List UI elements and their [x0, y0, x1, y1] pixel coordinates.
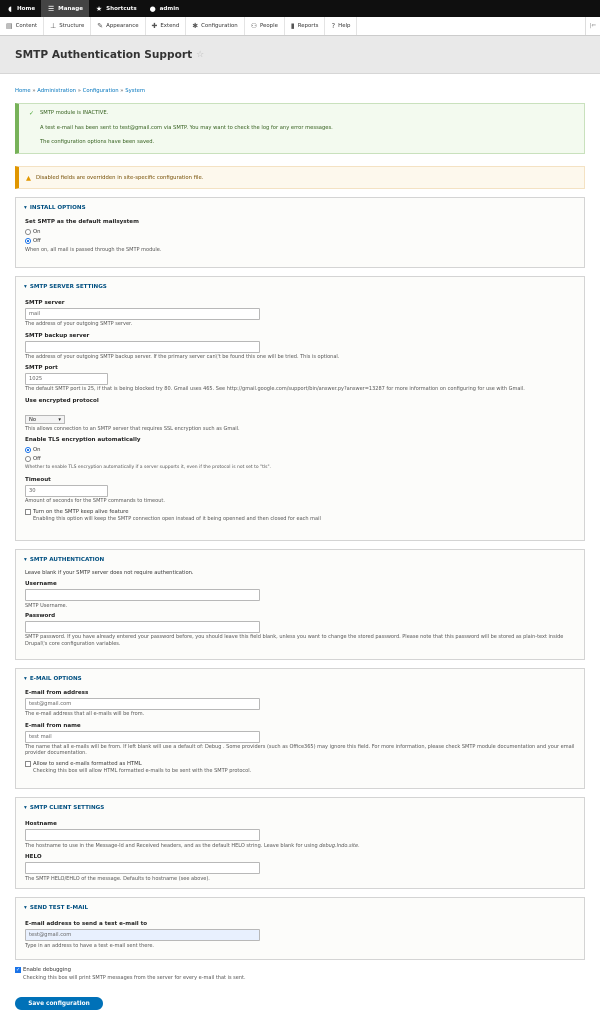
checkbox-box[interactable] — [25, 761, 31, 767]
paint-brush-icon: ✎ — [97, 22, 104, 30]
toolbar-shortcuts-label: Shortcuts — [106, 5, 137, 12]
password-desc: SMTP password. If you have already entered your password before, you should leave this field blank, unless you want to change the stored password. Please note that this password will be stored as plain-text inside Drupal\'s core configuration variables. — [25, 634, 564, 647]
puzzle-piece-icon: ✚ — [151, 22, 158, 30]
keepalive-desc: Enabling this option will keep the SMTP connection open instead of it being openned and then closed for each mail — [33, 515, 321, 522]
hostname-label: Hostname — [25, 821, 57, 827]
debug-desc: Checking this box will print SMTP messages from the server for every e-mail that is sent. — [23, 975, 246, 981]
breadcrumb-separator: » — [32, 88, 36, 94]
test-email-label: E-mail address to send a test e-mail to — [25, 921, 148, 927]
toolbar-user-label: admin — [159, 5, 180, 12]
test-email-desc: Type in an address to have a test e-mail sent there. — [25, 943, 154, 949]
smtp-port-label: SMTP port — [25, 365, 58, 372]
username-desc: SMTP Username. — [25, 602, 68, 609]
client-settings-legend[interactable]: ▾ SMTP CLIENT SETTINGS — [24, 805, 105, 811]
breadcrumb-link[interactable]: Home — [15, 88, 31, 94]
legend-label: SMTP SERVER SETTINGS — [29, 284, 107, 290]
checkbox-label: Allow to send e-mails formatted as HTML — [33, 760, 142, 767]
drupal-drop-icon: ◖ — [8, 4, 12, 13]
tray-item-label: People — [259, 23, 278, 29]
radio-label: On — [33, 228, 41, 235]
hostname-desc-end: . — [358, 843, 360, 849]
status-message: A test e-mail has been sent to test@gmail.com via SMTP. You may want to check the log for any error messages. — [40, 125, 333, 131]
allow-html-checkbox[interactable] — [25, 761, 575, 767]
legend-label: SEND TEST E-MAIL — [29, 905, 89, 911]
from-address-label: E-mail from address — [25, 690, 89, 696]
breadcrumb-separator: » — [120, 88, 124, 94]
client-settings-fieldset — [15, 797, 585, 889]
mailsystem-desc: When on, all mail is passed through the SMTP module. — [25, 247, 162, 253]
status-messages — [15, 103, 585, 154]
tray-item-label: Help — [338, 23, 351, 29]
tray-item-label: Extend — [160, 23, 180, 29]
tray-item-structure[interactable] — [44, 17, 91, 35]
toolbar-manage[interactable] — [41, 0, 89, 17]
allow-html-desc: Checking this box will allow HTML formatted e-mails to be sent with the SMTP protocol. — [33, 767, 252, 774]
radio-label: Off — [33, 455, 41, 462]
auth-intro: Leave blank if your SMTP server does not require authentication. — [25, 570, 194, 576]
protocol-select-value: No — [29, 416, 37, 423]
save-configuration-button[interactable]: Save configuration — [15, 997, 103, 1010]
warning-text: Disabled fields are overridden in site-specific configuration file. — [36, 174, 204, 181]
tray-item-help[interactable] — [325, 17, 357, 35]
radio-label: On — [33, 446, 41, 453]
from-name-input[interactable] — [25, 731, 260, 743]
page-title: SMTP Authentication Support — [15, 48, 193, 61]
hostname-desc-site: debug.lndo.site — [319, 843, 359, 849]
mailsystem-label: Set SMTP as the default mailsystem — [25, 219, 139, 225]
timeout-label: Timeout — [25, 476, 51, 483]
tls-desc: Whether to enable TLS encryption automatically if a server supports it, even if the protocol is not set to "tls". — [25, 465, 271, 471]
test-email-input[interactable] — [25, 929, 260, 941]
page-header — [0, 36, 600, 74]
legend-label: E-MAIL OPTIONS — [29, 676, 82, 682]
admin-toolbar — [0, 0, 600, 17]
password-input[interactable] — [25, 621, 260, 633]
from-address-desc: The e-mail address that all e-mails will be from. — [25, 711, 145, 717]
smtp-server-input[interactable] — [25, 308, 260, 320]
checkbox-label: Enable debugging — [23, 967, 71, 973]
timeout-input[interactable] — [25, 485, 108, 497]
tls-off-radio[interactable] — [25, 454, 575, 463]
tls-on-radio[interactable] — [25, 445, 575, 454]
toolbar-shortcuts[interactable] — [89, 0, 143, 17]
legend-label: SMTP CLIENT SETTINGS — [29, 805, 105, 811]
mailsystem-off-radio[interactable] — [25, 236, 575, 245]
breadcrumb-link[interactable]: System — [125, 88, 145, 94]
authentication-legend[interactable]: ▾ SMTP AUTHENTICATION — [24, 557, 105, 563]
tray-item-label: Reports — [297, 23, 319, 29]
hostname-input[interactable] — [25, 829, 260, 841]
checkbox-box-checked[interactable]: ✓ — [16, 967, 21, 973]
breadcrumb-link[interactable]: Administration — [37, 88, 77, 94]
status-message: SMTP module is INACTIVE. — [40, 110, 109, 116]
debug-section — [15, 967, 585, 982]
star-icon: ★ — [95, 4, 103, 13]
smtp-server-label: SMTP server — [25, 300, 65, 306]
structure-icon: ⊥ — [50, 22, 57, 30]
from-address-input[interactable] — [25, 698, 260, 710]
tray-item-appearance[interactable] — [91, 17, 145, 35]
server-settings-fieldset — [15, 276, 585, 541]
test-email-legend[interactable]: ▾ SEND TEST E-MAIL — [24, 905, 89, 911]
tray-item-reports[interactable] — [285, 17, 326, 35]
from-name-label: E-mail from name — [25, 722, 81, 729]
checkbox-label: Turn on the SMTP keep alive feature — [33, 508, 129, 515]
password-label: Password — [25, 613, 56, 620]
hostname-desc-text: The hostname to use in the Message-Id and Received headers, and as the default HELO string. Leave blank for using — [25, 843, 320, 849]
backup-server-desc: The address of your outgoing SMTP backup server. If the primary server can\'t be found this one will be tried. This is optional. — [25, 353, 340, 360]
bar-chart-icon: ▮ — [290, 22, 295, 30]
radio-circle-selected[interactable] — [25, 238, 31, 244]
install-options-fieldset — [15, 197, 585, 268]
backup-server-input[interactable] — [25, 341, 260, 353]
hostname-desc — [25, 843, 575, 850]
keepalive-checkbox[interactable] — [25, 509, 575, 515]
tray-item-label: Configuration — [201, 23, 238, 29]
hamburger-menu-icon: ☰ — [48, 4, 55, 13]
help-icon: ? — [331, 22, 336, 30]
tray-item-configuration[interactable] — [186, 17, 244, 35]
email-options-fieldset — [15, 668, 585, 789]
email-options-legend[interactable]: ▾ E-MAIL OPTIONS — [24, 676, 82, 682]
tray-item-label: Content — [15, 23, 38, 29]
tray-item-label: Structure — [59, 23, 85, 29]
tray-item-content[interactable] — [0, 17, 44, 35]
toolbar-home-label: Home — [17, 5, 36, 12]
protocol-select[interactable] — [25, 415, 65, 424]
smtp-port-input[interactable] — [25, 373, 108, 385]
tray-item-label: Appearance — [106, 23, 139, 29]
legend-label: SMTP AUTHENTICATION — [29, 557, 105, 563]
legend-label: INSTALL OPTIONS — [29, 205, 86, 211]
radio-circle-selected[interactable] — [25, 447, 31, 453]
radio-circle[interactable] — [25, 229, 31, 235]
content-page-icon: ▤ — [6, 22, 13, 30]
chevron-down-icon: ▾ — [58, 416, 61, 423]
breadcrumb-separator: » — [77, 88, 81, 94]
shortcut-star-icon[interactable]: ☆ — [196, 49, 205, 60]
tray-item-people[interactable] — [245, 17, 285, 35]
enable-debugging-checkbox[interactable] — [15, 967, 585, 973]
protocol-label: Use encrypted protocol — [25, 397, 99, 404]
toolbar-manage-label: Manage — [58, 5, 84, 12]
tray-collapse-button[interactable]: |⇐ — [585, 17, 600, 35]
people-icon: ⚇ — [250, 22, 257, 30]
tls-label: Enable TLS encryption automatically — [25, 437, 141, 444]
radio-label: Off — [33, 237, 41, 244]
mailsystem-on-radio[interactable] — [25, 227, 575, 236]
helo-desc: The SMTP HELO/EHLO of the message. Defaults to hostname (see above). — [25, 875, 210, 882]
install-options-legend[interactable]: ▾ INSTALL OPTIONS — [24, 205, 86, 211]
user-icon: ● — [149, 4, 156, 13]
username-input[interactable] — [25, 589, 260, 601]
toolbar-home[interactable] — [0, 0, 41, 17]
smtp-port-desc: The default SMTP port is 25, if that is being blocked try 80. Gmail uses 465. See http://gmail.google.com/support/bin/answer.py?answer=13287 for more information on configuring for use with Gmail. — [25, 386, 525, 393]
toolbar-tray — [0, 17, 600, 36]
smtp-server-desc: The address of your outgoing SMTP server. — [25, 321, 133, 327]
toolbar-user[interactable] — [143, 0, 186, 17]
test-email-fieldset — [15, 897, 585, 960]
backup-server-label: SMTP backup server — [25, 332, 90, 339]
wrench-icon: ✱ — [192, 22, 199, 30]
status-message: The configuration options have been saved. — [40, 139, 155, 145]
helo-label: HELO — [25, 853, 42, 860]
warning-icon: ▲ — [26, 173, 31, 182]
username-label: Username — [25, 580, 57, 587]
checkbox-box[interactable] — [25, 509, 31, 515]
from-name-desc: The name that all e-mails will be from. If left blank will use a default of: Debug . Some providers (such as Office365) may ignore this field. For more information, please check SMTP module documentation and your email provider documentation. — [25, 743, 575, 757]
server-settings-legend[interactable]: ▾ SMTP SERVER SETTINGS — [24, 284, 107, 290]
breadcrumb-link[interactable]: Configuration — [82, 88, 119, 94]
check-icon: ✓ — [29, 110, 35, 117]
helo-input[interactable] — [25, 862, 260, 874]
breadcrumb — [0, 74, 600, 103]
timeout-desc: Amount of seconds for the SMTP commands to timeout. — [25, 497, 165, 504]
protocol-desc: This allows connection to an SMTP server that requires SSL encryption such as Gmail. — [25, 425, 240, 432]
authentication-fieldset — [15, 549, 585, 660]
warning-message — [15, 166, 585, 189]
tray-item-extend[interactable] — [146, 17, 187, 35]
radio-circle[interactable] — [25, 456, 31, 462]
